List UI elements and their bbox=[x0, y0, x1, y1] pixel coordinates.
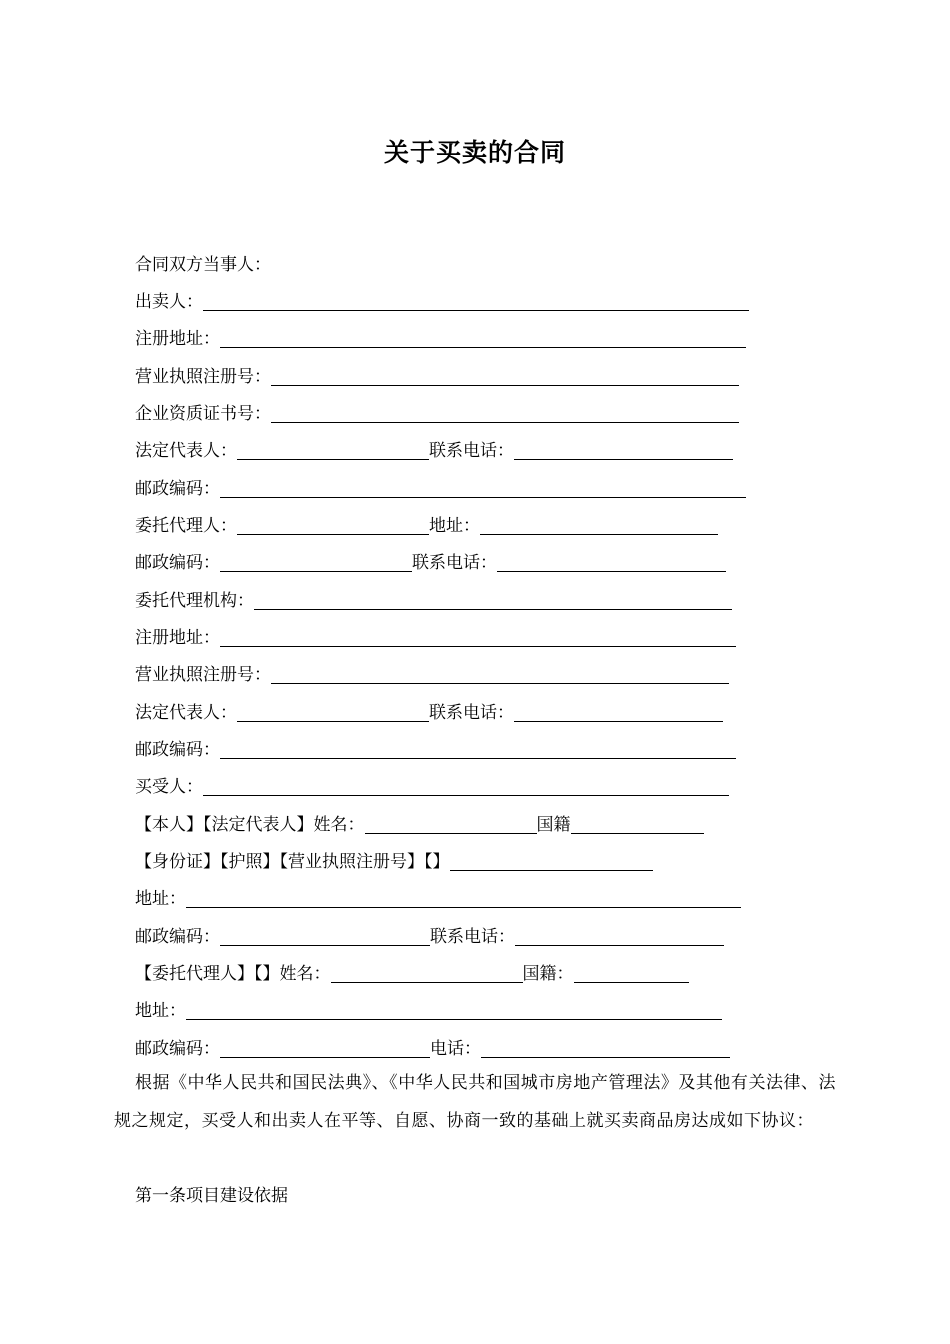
agent1-blank[interactable] bbox=[237, 516, 429, 535]
legal-rep2-line bbox=[135, 698, 723, 724]
legal-rep2-blank[interactable] bbox=[237, 703, 429, 722]
reg-addr2-label: 注册地址： bbox=[135, 628, 220, 648]
postcode4-line bbox=[135, 922, 724, 948]
addr2-line bbox=[135, 884, 741, 910]
phone1-label: 联系电话： bbox=[429, 441, 514, 461]
parties-line bbox=[135, 250, 271, 276]
id-type-line bbox=[135, 847, 653, 873]
license2-label: 营业执照注册号： bbox=[135, 665, 271, 685]
addr1-label: 地址： bbox=[429, 516, 480, 536]
license1-label: 营业执照注册号： bbox=[135, 367, 271, 387]
reg-addr1-blank[interactable] bbox=[220, 329, 746, 348]
addr3-label: 地址： bbox=[135, 1001, 186, 1021]
id-type-label: 【身份证】【护照】【营业执照注册号】【】 bbox=[135, 852, 450, 872]
postcode1-line bbox=[135, 474, 746, 500]
phone3-blank[interactable] bbox=[514, 703, 723, 722]
addr2-label: 地址： bbox=[135, 889, 186, 909]
identity-line bbox=[135, 810, 704, 836]
license2-blank[interactable] bbox=[271, 665, 729, 684]
phone4-blank[interactable] bbox=[515, 927, 724, 946]
buyer-label: 买受人： bbox=[135, 777, 203, 797]
article-1-heading: 第一条项目建设依据 bbox=[135, 1186, 288, 1206]
agency-line bbox=[135, 586, 732, 612]
agent1-label: 委托代理人： bbox=[135, 516, 237, 536]
phone2-blank[interactable] bbox=[497, 553, 726, 572]
legal-rep1-label: 法定代表人： bbox=[135, 441, 237, 461]
postcode5-label: 邮政编码： bbox=[135, 1039, 220, 1059]
postcode5-line bbox=[135, 1034, 730, 1060]
parties-label: 合同双方当事人： bbox=[135, 255, 271, 275]
legal-rep1-blank[interactable] bbox=[237, 441, 429, 460]
qual-cert-line bbox=[135, 399, 739, 425]
agency-blank[interactable] bbox=[254, 591, 732, 610]
postcode2-line bbox=[135, 548, 726, 574]
reg-addr2-line bbox=[135, 623, 736, 649]
nationality1-blank[interactable] bbox=[571, 815, 704, 834]
postcode4-blank[interactable] bbox=[220, 927, 430, 946]
license1-blank[interactable] bbox=[271, 367, 739, 386]
reg-addr1-label: 注册地址： bbox=[135, 329, 220, 349]
agent2-line bbox=[135, 959, 689, 985]
postcode5-blank[interactable] bbox=[220, 1039, 430, 1058]
page-title: 关于买卖的合同 bbox=[383, 138, 566, 167]
legal-rep1-line bbox=[135, 436, 733, 462]
nationality2-blank[interactable] bbox=[574, 964, 689, 983]
agent2-blank[interactable] bbox=[331, 964, 523, 983]
phone2-label: 联系电话： bbox=[412, 553, 497, 573]
buyer-blank[interactable] bbox=[203, 777, 729, 796]
addr3-line bbox=[135, 996, 722, 1022]
phone5-label: 电话： bbox=[430, 1039, 481, 1059]
postcode2-blank[interactable] bbox=[220, 553, 412, 572]
postcode4-label: 邮政编码： bbox=[135, 927, 220, 947]
license1-line bbox=[135, 362, 739, 388]
nationality1-label: 国籍 bbox=[536, 815, 571, 835]
agent1-line bbox=[135, 511, 718, 537]
postcode3-line bbox=[135, 735, 736, 761]
nationality2-label: 国籍： bbox=[522, 964, 574, 984]
seller-line bbox=[135, 287, 749, 313]
id-type-blank[interactable] bbox=[450, 852, 653, 871]
agency-label: 委托代理机构： bbox=[135, 591, 254, 611]
reg-addr2-blank[interactable] bbox=[220, 628, 736, 647]
seller-label: 出卖人： bbox=[135, 292, 203, 312]
phone5-blank[interactable] bbox=[481, 1039, 730, 1058]
seller-blank[interactable] bbox=[203, 292, 749, 311]
reg-addr1-line bbox=[135, 324, 746, 350]
buyer-line bbox=[135, 772, 729, 798]
addr2-blank[interactable] bbox=[186, 889, 741, 908]
agent2-label: 【委托代理人】【】姓名： bbox=[135, 964, 331, 984]
phone3-label: 联系电话： bbox=[429, 703, 514, 723]
qual-cert-blank[interactable] bbox=[271, 404, 739, 423]
postcode1-blank[interactable] bbox=[220, 479, 746, 498]
postcode1-label: 邮政编码： bbox=[135, 479, 220, 499]
postcode2-label: 邮政编码： bbox=[135, 553, 220, 573]
postcode3-label: 邮政编码： bbox=[135, 740, 220, 760]
phone1-blank[interactable] bbox=[514, 441, 733, 460]
identity-blank[interactable] bbox=[365, 815, 537, 834]
addr1-blank[interactable] bbox=[480, 516, 718, 535]
license2-line bbox=[135, 660, 729, 686]
preamble-paragraph: 根据《中华人民共和国民法典》、《中华人民共和国城市房地产管理法》及其他有关法律、法规之规定，买受人和出卖人在平等、自愿、协商一致的基础上就买卖商品房达成如下协议： bbox=[114, 1073, 836, 1131]
identity-label: 【本人】【法定代表人】姓名： bbox=[135, 815, 365, 835]
qual-cert-label: 企业资质证书号： bbox=[135, 404, 271, 424]
addr3-blank[interactable] bbox=[186, 1001, 722, 1020]
legal-rep2-label: 法定代表人： bbox=[135, 703, 237, 723]
postcode3-blank[interactable] bbox=[220, 740, 736, 759]
phone4-label: 联系电话： bbox=[430, 927, 515, 947]
